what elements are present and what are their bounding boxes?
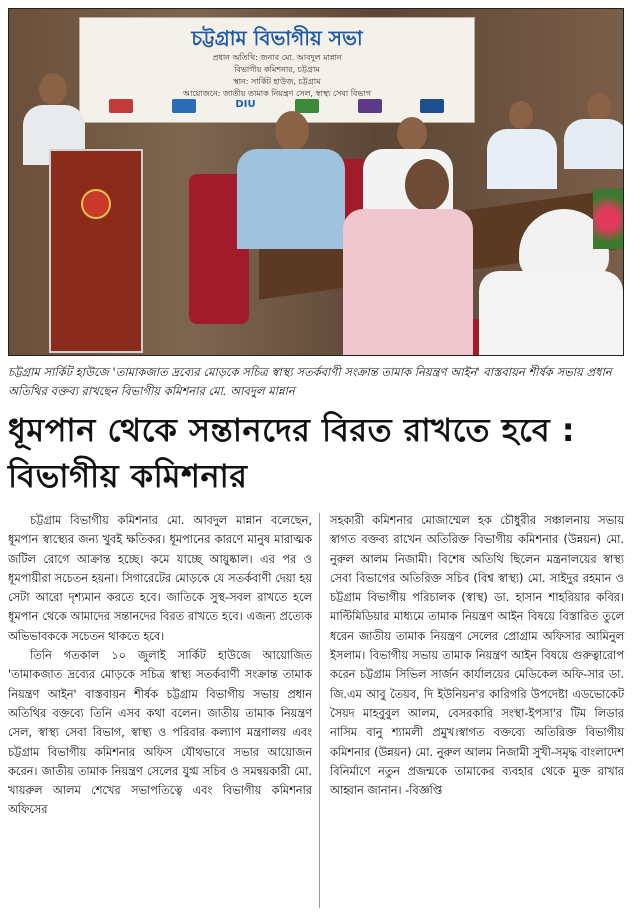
banner-venue: স্থান: সার্কিট হাউজ, চট্টগ্রাম xyxy=(233,77,321,86)
sponsor-logo-icon xyxy=(358,99,382,113)
flower-bouquet xyxy=(593,189,623,249)
column-divider xyxy=(319,513,320,908)
article-column-right xyxy=(330,511,624,800)
banner-chief-guest: প্রধান অতিথি: জনাব মো. আবদুল মান্নান xyxy=(212,53,342,62)
podium xyxy=(49,149,143,353)
podium-emblem-icon xyxy=(81,189,111,219)
diu-logo: DIU xyxy=(235,99,256,110)
banner-logos xyxy=(90,96,464,116)
news-photo xyxy=(8,8,624,356)
photo-caption: চট্টগ্রাম সার্কিট হাউজে 'তামাকজাত দ্রব্যের মোড়কে সচিত্র স্বাস্থ্য সতর্কবাণী সংক্রান্ত তামাক নিয়ন্ত্রণ আইন' বাস্তবায়ন শীর্ষক সভায় প্রধান অতিথির বক্তব্য রাখছেন বিভাগীয় কমিশনার মো. আবদুল মান্নান xyxy=(8,365,612,398)
sponsor-logo-icon xyxy=(295,99,319,113)
article-column-left xyxy=(8,511,312,820)
sponsor-logo-icon xyxy=(420,99,444,113)
event-banner xyxy=(79,17,475,123)
article-headline: ধূমপান থেকে সন্তানদের বিরত রাখতে হবে : বিভাগীয় কমিশনার xyxy=(8,411,576,495)
sponsor-logo-icon xyxy=(172,99,196,113)
article-paragraph: সহকারী কমিশনার মোজাম্মেল হক চৌধুরীর সঞ্চালনায় সভায় স্বাগত বক্তব্য রাখেন অতিরিক্ত বিভাগীয় কমিশনার (উন্নয়ন) মো. নুরুল আলম নিজামী। বিশেষ অতিথি ছিলেন মন্ত্রনালয়ের স্বাস্থ্য সেবা বিভাগের অতিরিক্ত সচিব (বিশ্ব স্বাস্থ্য) মো. সাইদুর রহমান ও চট্টগ্রাম বিভাগীয় পরিচালক (স্বাস্থ) ডা. হাসান শাহরিয়ার কবির। মাল্টিমিডিয়ার মাধ্যমে তামাক নিয়ন্ত্রণ আইন বিষয়ে বিস্তারিত তুলে ধরেন জাতীয় তামাক নিয়ন্ত্রণ সেলের প্রোগ্রাম অফিসার আমিনুল ইসলাম। বিভাগীয় সভায় তামাক নিয়ন্ত্রণ আইন বিষয়ে গুরুত্বারোপ করেন চট্টগ্রাম সিভিল সার্জন কার্যালয়ের মেডিকেল অফি-সার ডা. জি.এম আবু তৈয়ব, দি ইউনিয়ন'র কারিগরি উপদেষ্টা এডভোকেট সৈয়দ মাহবুবুল আলম, বেসরকারি সংস্থা-ইপসা'র টিম লিডার নাসিম বানু শ্যামলী প্রমুখ।স্বাগত বক্তব্যে অতিরিক্ত বিভাগীয় কমিশনার (উন্নয়ন) মো. নুরুল আলম নিজামী সুখী-সমৃদ্ধ বাংলাদেশ বিনির্মাণে নতুন প্রজন্মকে তামাকের ব্যবহার থেকে মুক্ত রাখার আহ্বান জানান। -বিজ্ঞপ্তি xyxy=(330,514,624,798)
article-paragraph: তিনি গতকাল ১০ জুলাই সার্কিট হাউজে আয়োজিত 'তামাকজাত দ্রব্যের মোড়কে সচিত্র স্বাস্থ্য সতর্কবাণী সংক্রান্ত তামাক নিয়ন্ত্রণ আইন' বাস্তবায়ন শীর্ষক চট্টগ্রাম বিভাগীয় সভায় প্রধান অতিথির বক্তব্যে তিনি এসব কথা বলেন। জাতীয় তামাক নিয়ন্ত্রণ সেল, স্বাস্থ্য সেবা বিভাগ, স্বাস্থ্য ও পরিবার কল্যাণ মন্ত্রণালয় এবং চট্টগ্রাম বিভাগীয় কমিশনার অফিস যৌথভাবে সভার আয়োজন করেন। জাতীয় তামাক নিয়ন্ত্রণ সেলের যুগ্ম সচিব ও সমন্বয়কারী মো. খায়রুল আলম শেখের সভাপতিত্বে এবং বিভাগীয় কমিশনার অফিসের xyxy=(8,649,312,817)
banner-title: চট্টগ্রাম বিভাগীয় সভা xyxy=(191,26,363,50)
banner-subtitle: বিভাগীয় কমিশনার, চট্টগ্রাম xyxy=(234,65,320,74)
sponsor-logo-icon xyxy=(109,99,133,113)
banner-organizer: আয়োজনে: জাতীয় তামাক নিয়ন্ত্রণ সেল, স্বাস্থ্য সেবা বিভাগ xyxy=(183,89,371,98)
article-paragraph: চট্টগ্রাম বিভাগীয় কমিশনার মো. আবদুল মান্নান বলেছেন, ধূমপান স্বাস্থ্যের জন্য খুবই ক্ষতিকর। ধূমপানের কারণে মানুষ মারাত্মক জটিল রোগে আক্রান্ত হচ্ছে। কমে যাচ্ছে আয়ুষ্কাল। এর পর ও ধূমপায়ীরা সচেতন হয়না। সিগারেটের মোড়কে যে সতর্কবাণী দেয়া হয় সেটা আরো দৃশ্যমান করতে হবে। জাতিকে সুস্থ-সবল রাখতে হলে ধূমপান থেকে আমাদের সন্তানদের বিরত রাখতে হবে। এজন্য প্রত্যেক অভিভাবককে সচেতন থাকতে হবে। xyxy=(8,514,312,643)
